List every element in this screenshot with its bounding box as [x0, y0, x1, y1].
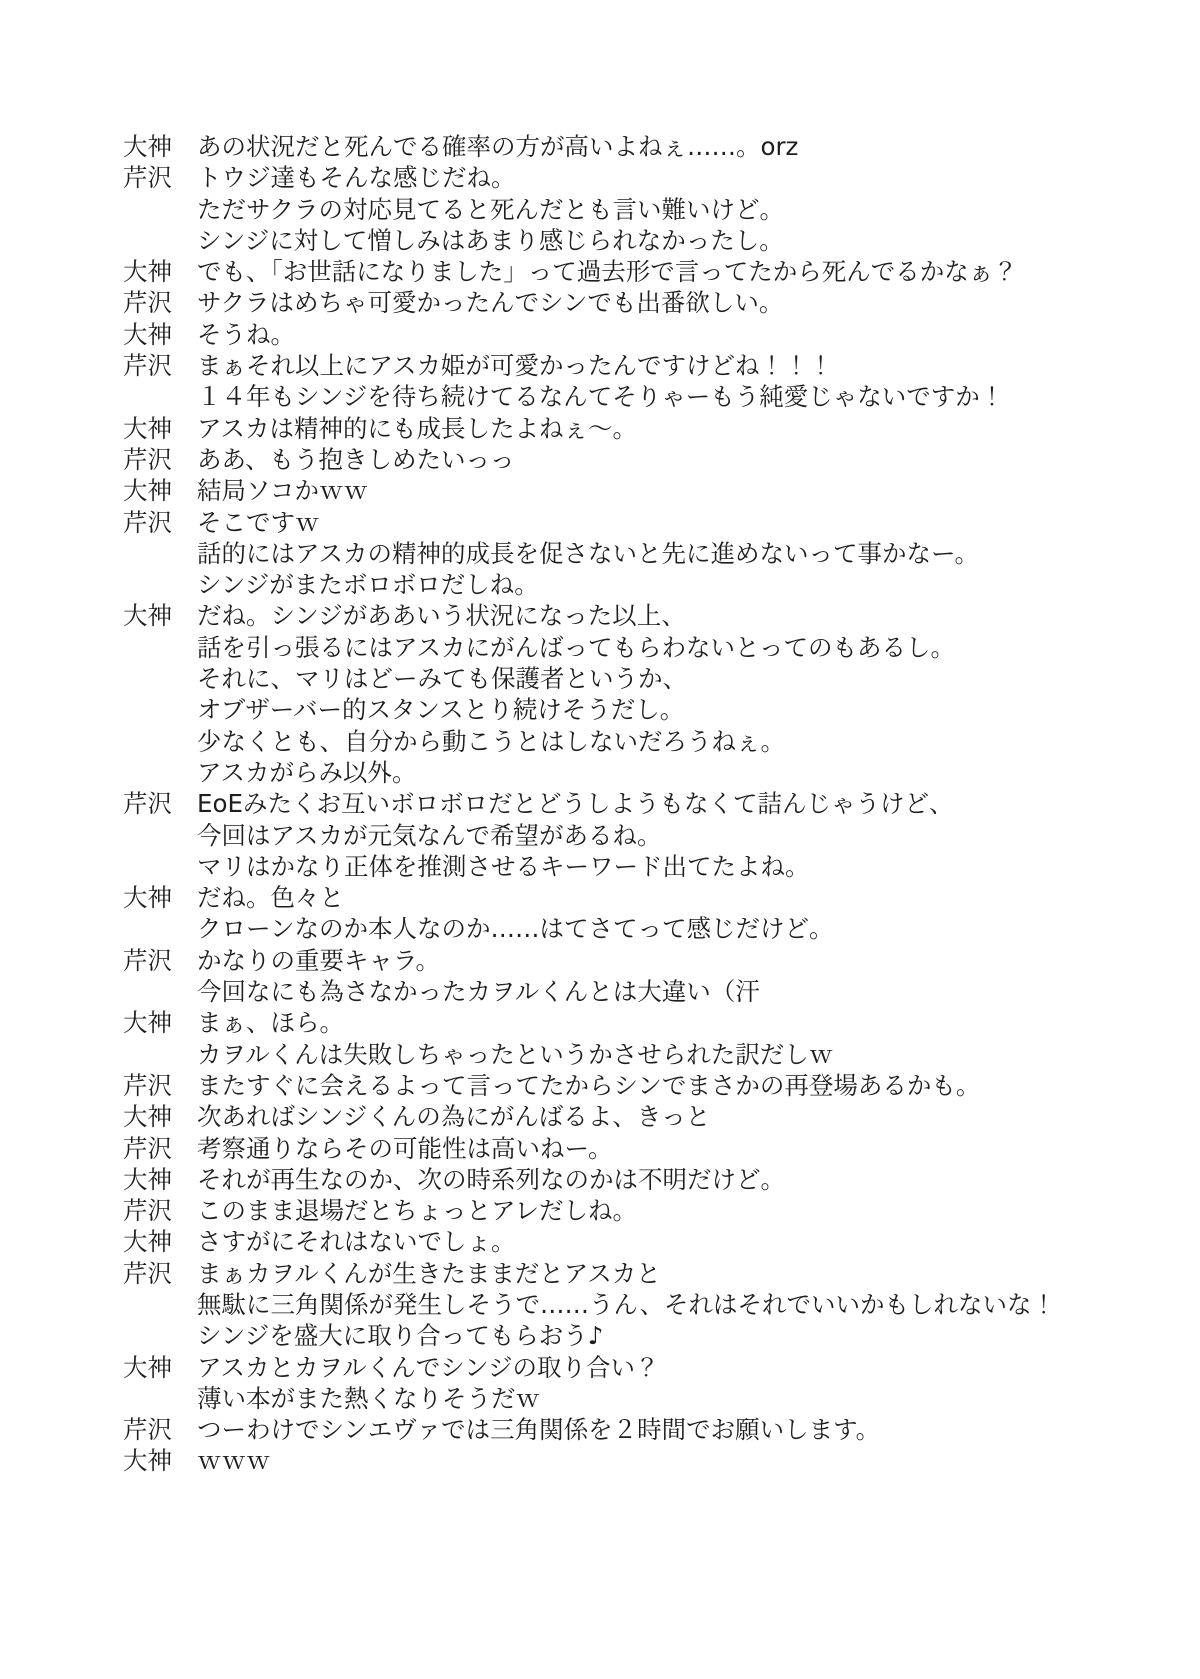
- dialogue-row: [123, 1445, 1056, 1476]
- dialogue-row: [123, 162, 1056, 193]
- dialogue-text: かなりの重要キャラ。: [197, 945, 441, 975]
- dialogue-row: [123, 663, 1056, 694]
- speaker-name: 芹沢: [123, 507, 172, 537]
- dialogue-text: それが再生なのか、次の時系列なのかは不明だけど。: [197, 1164, 785, 1194]
- dialogue-row: [123, 726, 1056, 757]
- dialogue-text: まぁそれ以上にアスカ姫が可愛かったんですけどね！！！: [197, 351, 834, 381]
- dialogue-row: [123, 1133, 1056, 1164]
- dialogue-text: 次あればシンジくんの為にがんばるよ、きっと: [197, 1102, 711, 1132]
- dialogue-row: [123, 882, 1056, 913]
- dialogue-text: 少なくとも、自分から動こうとはしないだろうねぇ。: [197, 726, 785, 756]
- dialogue-text: トウジ達もそんな感じだね。: [197, 163, 516, 193]
- dialogue-text: つーわけでシンエヴァでは三角関係を２時間でお願いします。: [197, 1415, 881, 1445]
- dialogue-row: [123, 381, 1056, 412]
- dialogue-text: 結局ソコかｗｗ: [197, 476, 369, 506]
- dialogue-text: EoEみたくお互いボロボロだとどうしようもなくて詰んじゃうけど、: [197, 789, 954, 819]
- dialogue-text: クローンなのか本人なのか……はてさてって感じだけど。: [197, 914, 834, 944]
- dialogue-text: そこですｗ: [197, 507, 320, 537]
- dialogue-text: シンジがまたボロボロだしね。: [197, 570, 539, 600]
- dialogue-row: [123, 1007, 1056, 1038]
- dialogue-text: 話を引っ張るにはアスカにがんばってもらわないとってのもあるし。: [197, 632, 956, 662]
- dialogue-row: [123, 945, 1056, 976]
- dialogue-row: [123, 757, 1056, 788]
- dialogue-text: ああ、もう抱きしめたいっっ: [197, 444, 515, 474]
- dialogue-row: [123, 820, 1056, 851]
- dialogue-row: [123, 256, 1056, 287]
- speaker-name: 大神: [123, 413, 172, 443]
- dialogue-row: [123, 350, 1056, 381]
- speaker-name: 大神: [123, 257, 172, 287]
- dialogue-row: [123, 600, 1056, 631]
- dialogue-row: [123, 1039, 1056, 1070]
- dialogue-text: まぁ、ほら。: [197, 1008, 344, 1038]
- dialogue-text: 無駄に三角関係が発生しそうで……うん、それはそれでいいかもしれないな！: [197, 1289, 1056, 1319]
- speaker-name: 芹沢: [123, 288, 172, 318]
- dialogue-text: そうね。: [197, 319, 295, 349]
- dialogue-text: アスカがらみ以外。: [197, 757, 417, 787]
- dialogue-text: あの状況だと死んでる確率の方が高いよねぇ……。orz: [197, 132, 799, 161]
- dialogue-text: マリはかなり正体を推測させるキーワード出てたよね。: [197, 851, 810, 881]
- dialogue-row: [123, 1289, 1056, 1320]
- dialogue-text: でも、「お世話になりました」って過去形で言ってたから死んでるかなぁ？: [197, 257, 1018, 287]
- speaker-name: 大神: [123, 1102, 172, 1132]
- dialogue-row: [123, 1101, 1056, 1132]
- dialogue-row: [123, 913, 1056, 944]
- dialogue-text: シンジを盛大に取り合ってもらおう♪: [197, 1321, 604, 1351]
- dialogue-row: [123, 632, 1056, 663]
- dialogue-transcript: [123, 131, 1056, 1477]
- dialogue-text: 今回はアスカが元気なんで希望があるね。: [197, 820, 662, 850]
- speaker-name: 大神: [123, 1164, 172, 1194]
- dialogue-text: カヲルくんは失敗しちゃったというかさせられた訳だしｗ: [197, 1039, 834, 1069]
- dialogue-row: [123, 851, 1056, 882]
- dialogue-text: アスカとカヲルくんでシンジの取り合い？: [197, 1352, 660, 1382]
- dialogue-row: [123, 1320, 1056, 1351]
- dialogue-row: [123, 976, 1056, 1007]
- dialogue-text: だね。シンジがああいう状況になった以上、: [197, 601, 686, 631]
- dialogue-text: このまま退場だとちょっとアレだしね。: [197, 1196, 638, 1226]
- speaker-name: 芹沢: [123, 1258, 172, 1288]
- dialogue-text: ｗｗｗ: [197, 1446, 271, 1476]
- dialogue-text: シンジに対して憎しみはあまり感じられなかったし。: [197, 225, 784, 255]
- dialogue-row: [123, 194, 1056, 225]
- speaker-name: 大神: [123, 883, 172, 913]
- dialogue-row: [123, 287, 1056, 318]
- speaker-name: 大神: [123, 476, 172, 506]
- dialogue-text: １４年もシンジを待ち続けてるなんてそりゃーもう純愛じゃないですか！: [197, 382, 1005, 412]
- speaker-name: 大神: [123, 601, 172, 631]
- speaker-name: 芹沢: [123, 1070, 172, 1100]
- speaker-name: 大神: [123, 1227, 172, 1257]
- dialogue-text: オブザーバー的スタンスとり続けそうだし。: [197, 695, 685, 725]
- speaker-name: 芹沢: [123, 351, 172, 381]
- dialogue-text: 話的にはアスカの精神的成長を促さないと先に進めないって事かなー。: [197, 538, 980, 568]
- speaker-name: 芹沢: [123, 163, 172, 193]
- dialogue-row: [123, 538, 1056, 569]
- dialogue-row: [123, 444, 1056, 475]
- dialogue-text: 考察通りならその可能性は高いねー。: [197, 1133, 613, 1163]
- dialogue-text: さすがにそれはないでしょ。: [197, 1227, 516, 1257]
- dialogue-row: [123, 1070, 1056, 1101]
- dialogue-row: [123, 1164, 1056, 1195]
- dialogue-row: [123, 788, 1056, 819]
- dialogue-row: [123, 1195, 1056, 1226]
- dialogue-text: 今回なにも為さなかったカヲルくんとは大違い（汗: [197, 977, 760, 1007]
- speaker-name: 芹沢: [123, 789, 172, 819]
- dialogue-text: それに、マリはどーみても保護者というか、: [197, 664, 687, 694]
- speaker-name: 大神: [123, 132, 172, 161]
- dialogue-row: [123, 225, 1056, 256]
- speaker-name: 芹沢: [123, 1133, 172, 1163]
- dialogue-text: サクラはめちゃ可愛かったんでシンでも出番欲しい。: [197, 288, 784, 318]
- dialogue-text: だね。色々と: [197, 883, 344, 913]
- dialogue-text: ただサクラの対応見てると死んだとも言い難いけど。: [197, 194, 785, 224]
- speaker-name: 大神: [123, 319, 172, 349]
- dialogue-text: アスカは精神的にも成長したよねぇ〜。: [197, 413, 638, 443]
- dialogue-text: 薄い本がまた熱くなりそうだｗ: [197, 1383, 540, 1413]
- speaker-name: 大神: [123, 1352, 172, 1382]
- dialogue-text: まぁカヲルくんが生きたままだとアスカと: [197, 1258, 661, 1288]
- dialogue-row: [123, 507, 1056, 538]
- dialogue-row: [123, 569, 1056, 600]
- dialogue-row: [123, 131, 1056, 162]
- dialogue-row: [123, 1414, 1056, 1445]
- dialogue-row: [123, 413, 1056, 444]
- dialogue-row: [123, 319, 1056, 350]
- speaker-name: 芹沢: [123, 945, 172, 975]
- speaker-name: 大神: [123, 1008, 172, 1038]
- dialogue-row: [123, 1383, 1056, 1414]
- dialogue-row: [123, 1226, 1056, 1257]
- speaker-name: 大神: [123, 1446, 172, 1476]
- speaker-name: 芹沢: [123, 1415, 172, 1445]
- dialogue-row: [123, 694, 1056, 725]
- dialogue-row: [123, 1352, 1056, 1383]
- speaker-name: 芹沢: [123, 444, 172, 474]
- dialogue-row: [123, 475, 1056, 506]
- speaker-name: 芹沢: [123, 1196, 172, 1226]
- dialogue-text: またすぐに会えるよって言ってたからシンでまさかの再登場あるかも。: [197, 1070, 981, 1100]
- dialogue-row: [123, 1258, 1056, 1289]
